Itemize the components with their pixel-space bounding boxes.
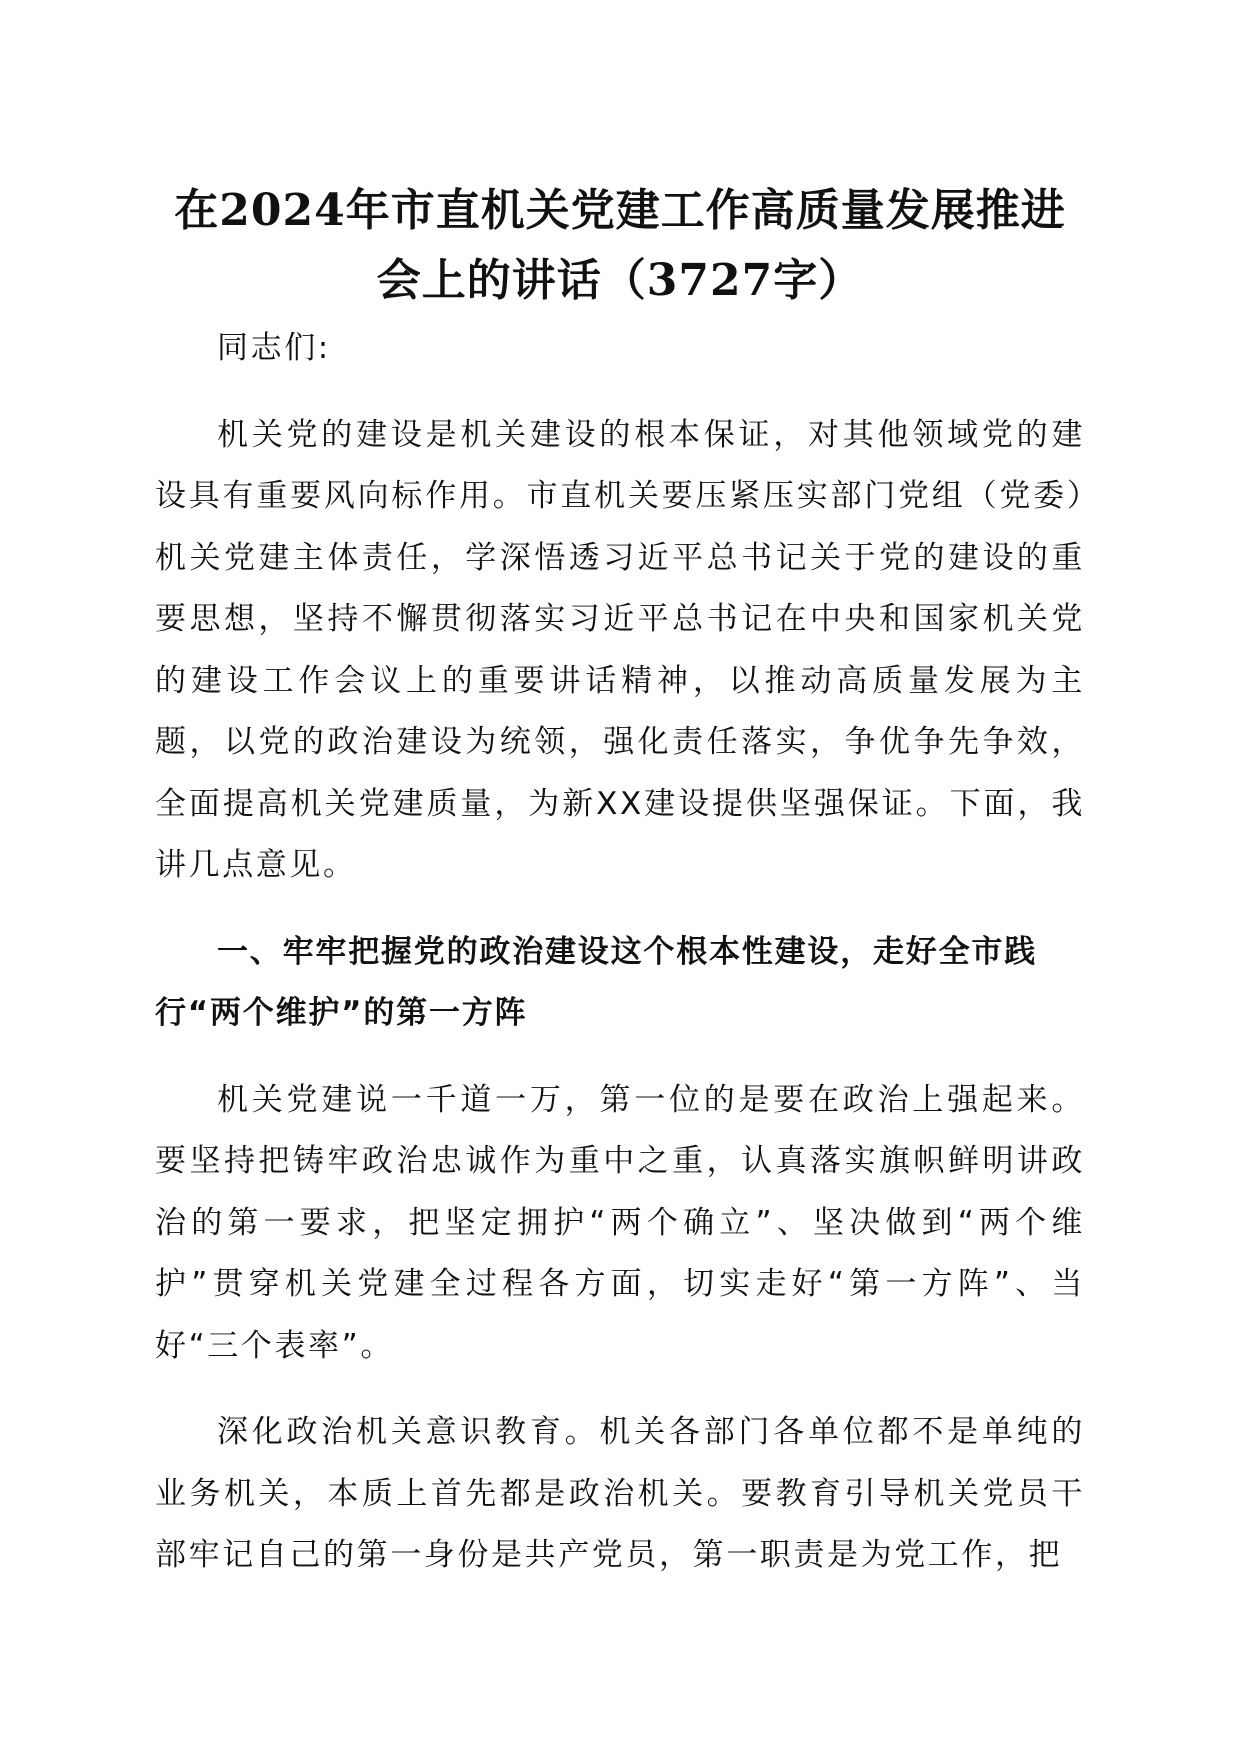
document-body [155,318,1085,1612]
paragraph-political-education: 深化政治机关意识教育。机关各部门各单位都不是单纯的业务机关，本质上首先都是政治机关。要教育引导机关党员干部牢记自己的第一身份是共产党员，第一职责是为党工作，把 [155,1414,1085,1573]
paragraph-intro: 机关党的建设是机关建设的根本保证，对其他领域党的建设具有重要风向标作用。市直机关要压紧压实部门党组（党委）机关党建主体责任，学深悟透习近平总书记关于党的建设的重要思想，坚持不懈贯彻落实习近平总书记在中央和国家机关党的建设工作会议上的重要讲话精神，以推动高质量发展为主题，以党的政治建设为统领，强化责任落实，争优争先争效，全面提高机关党建质量，为新XX建设提供坚强保证。下面，我讲几点意见。 [155,416,1085,883]
title-line-1: 在2024年市直机关党建工作高质量发展推进 [174,185,1066,236]
title-line-2: 会上的讲话（3727字） [376,255,864,306]
section-heading-1: 一、牢牢把握党的政治建设这个根本性建设，走好全市践行“两个维护”的第一方阵 [155,933,1037,1031]
document-title [150,176,1090,316]
paragraph-section-1: 机关党建说一千道一万，第一位的是要在政治上强起来。要坚持把铸牢政治忠诚作为重中之重，认真落实旗帜鲜明讲政治的第一要求，把坚定拥护“两个确立”、坚决做到“两个维护”贯穿机关党建全过程各方面，切实走好“第一方阵”、当好“三个表率”。 [155,1081,1085,1364]
greeting: 同志们: [217,330,331,366]
